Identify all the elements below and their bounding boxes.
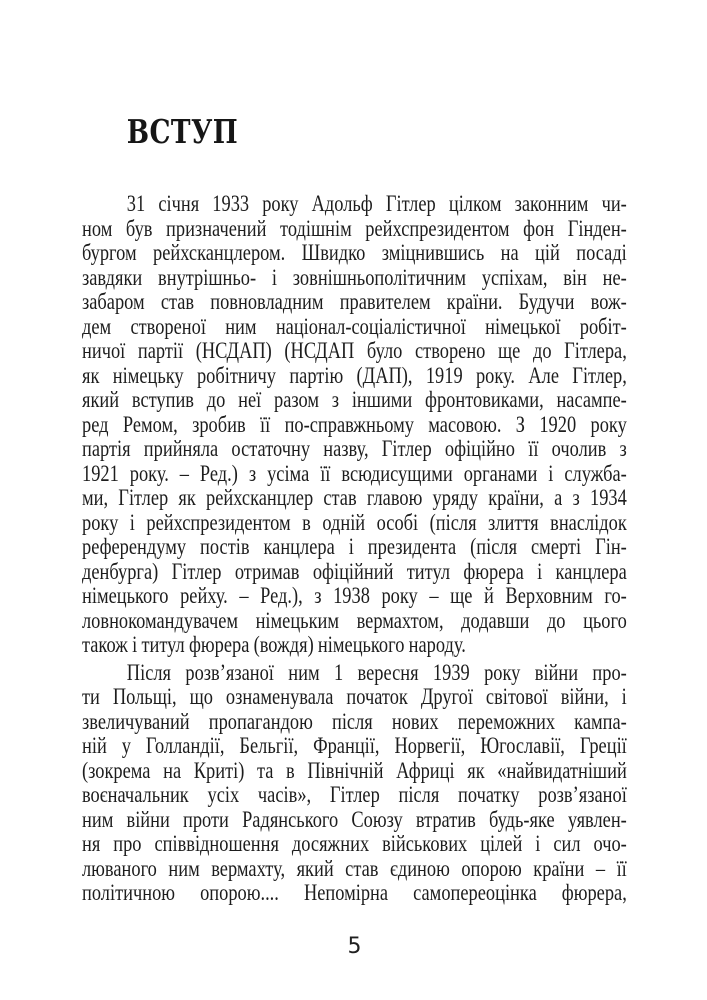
text-line: також і титул фюрера (вождя) німецького народу. [82,632,466,657]
paragraph [82,192,627,658]
text-line: 1921 року. – Ред.) з усіма її всюдисущими органами і служба- [82,460,627,486]
paragraph [82,661,627,906]
text-line: 31 січня 1933 року Адольф Гітлер цілком законним чи- [126,191,627,216]
text-line: ловнокомандувачем німецьким вермахтом, додавши до цього [82,607,627,633]
text-line: німецького рейху. – Ред.), з 1938 року – ще й Верховним го- [82,583,627,608]
text-line: дем створеної ним націонал-соціалістичної німецької робіт- [82,313,627,339]
text-line: ти Польщі, що ознаменувала початок Другої світової війни, і [82,684,627,709]
text-line: ред Ремом, зробив її по-справжньому масовою. З 1920 року [82,411,627,437]
text-line: люваного ним вермахту, який став єдиною опорою країни – її [82,855,627,881]
text-line: ній у Голландії, Бельгії, Франції, Норвегії, Югославії, Греції [82,733,627,758]
text-line: Після розв’язаної ним 1 вересня 1939 року війни про- [126,659,627,685]
text-line: забаром став повновладним правителем країни. Будучи вож- [82,289,627,314]
text-line: політичною опорою.... Непомірна самопереоцінка фюрера, [82,880,627,905]
text-line: року і рейхспрезидентом в одній особі (після злиття внаслідок [82,509,627,535]
page-number: 5 [347,934,362,959]
text-line: воєначальник усіх часів», Гітлер після початку розв’язаної [82,782,627,807]
page-title: ВСТУП [126,112,239,151]
text-line: який вступив до неї разом з іншими фронтовиками, насампе- [82,387,627,412]
text-line: ня про співвідношення досяжних військових цілей і сил очо- [82,831,627,856]
text-line: звеличуваний пропагандою після нових переможних кампа- [82,708,627,734]
text-line: як німецьку робітничу партію (ДАП), 1919 року. Але Гітлер, [82,362,627,388]
text-line: ним війни проти Радянського Союзу втратив будь-яке уявлен- [82,806,627,832]
text-line: референдуму постів канцлера і президента (після смерті Гін- [82,534,627,559]
text-line: ми, Гітлер як рейхсканцлер став главою уряду країни, а з 1934 [82,485,627,510]
text-column [82,192,627,906]
text-line: партія прийняла остаточну назву, Гітлер офіційно її очолив з [82,436,627,461]
text-line: (зокрема на Криті) та в Північній Африці як «найвидатніший [82,757,627,783]
chapter-title-wrap [82,114,627,150]
text-line: завдяки внутрішньо- і зовнішньополітичним успіхам, він не- [82,264,627,290]
text-line: ном був призначений тодішнім рейхспрезидентом фон Гінден- [82,215,627,241]
text-line: бургом рейхсканцлером. Швидко зміцнившись на цій посаді [82,240,627,265]
text-line: денбурга) Гітлер отримав офіційний титул фюрера і канцлера [82,558,627,584]
text-line: ничої партії (НСДАП) (НСДАП було створено ще до Гітлера, [82,338,627,363]
